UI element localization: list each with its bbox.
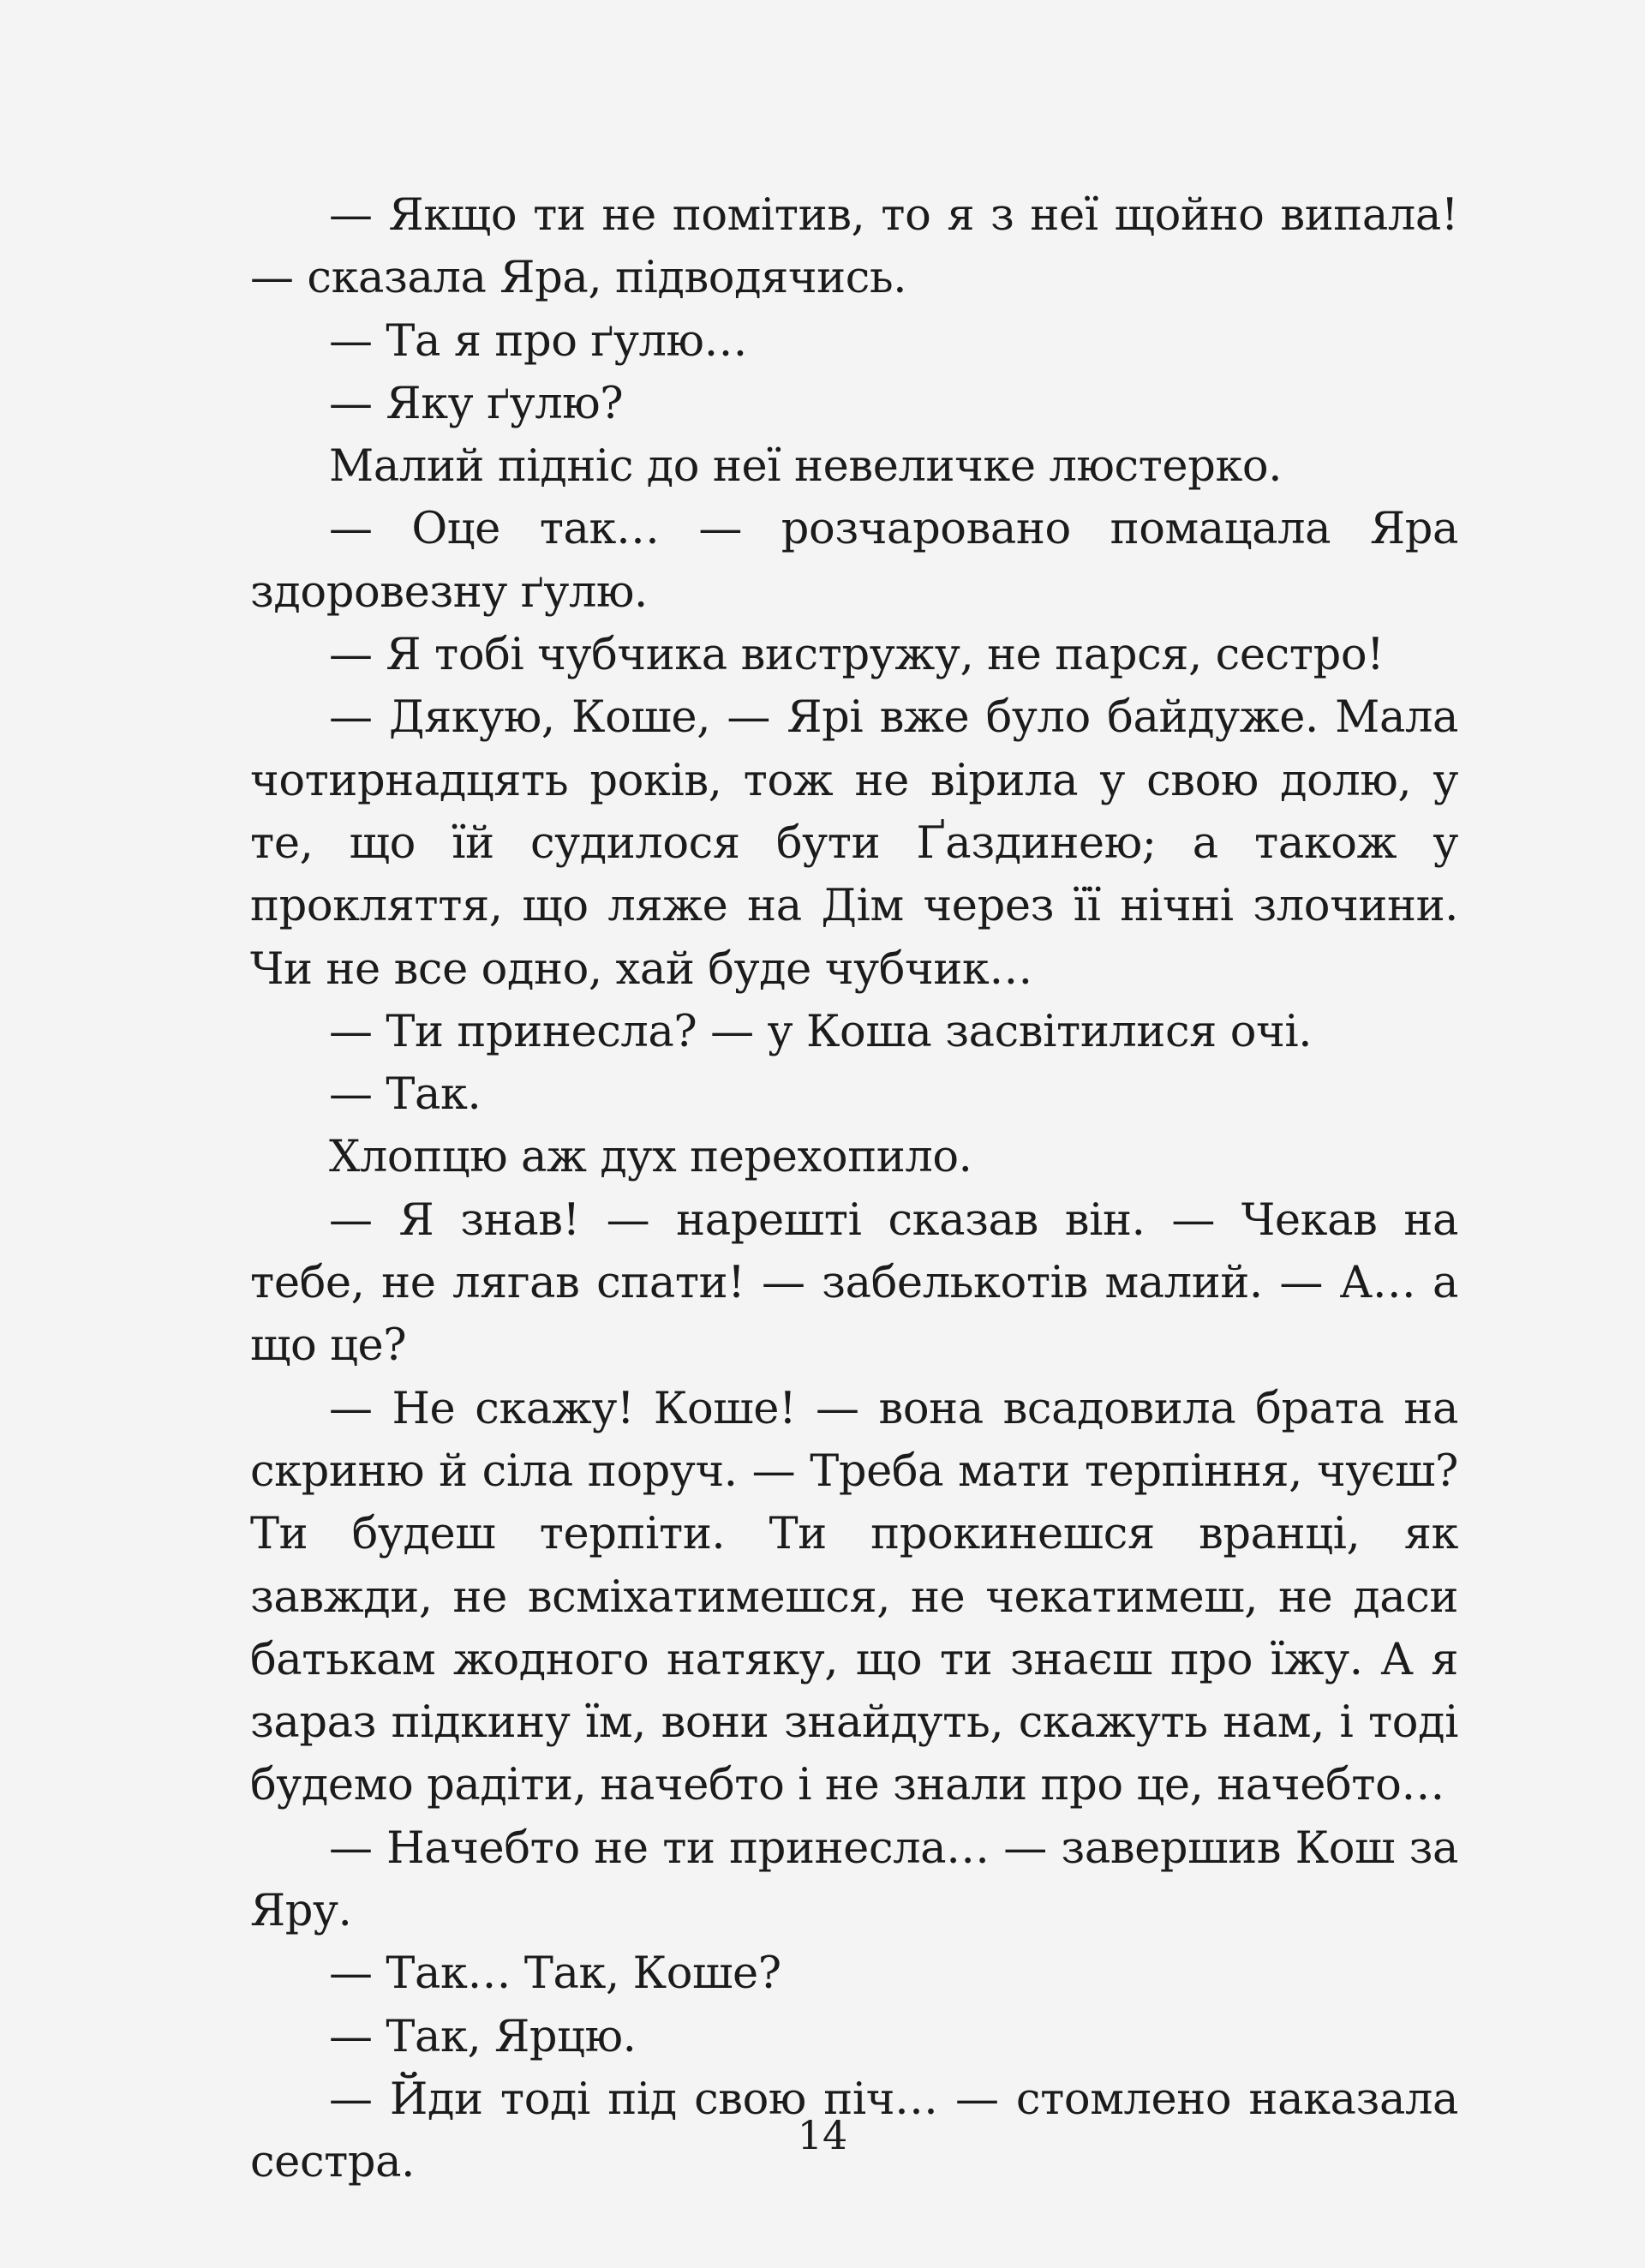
paragraph-4: Малий підніс до неї невеличке люстерко. (329, 441, 1283, 493)
paragraph-2: — Та я про ґулю… (329, 315, 748, 367)
paragraph-13: — Начебто не ти принесла… — завершив Кош за Яру. (250, 1822, 1458, 1937)
page-number: 14 (797, 2112, 848, 2158)
paragraph-16: — Йди тоді під свою піч… — стомлено наказала сестра. (250, 2074, 1458, 2188)
paragraph-7: — Дякую, Коше, — Ярі вже було байдуже. Мала чотирнадцять років, тож не вірила у свою долю, у те, що їй судилося бути Ґаздинею; а також у прокляття, що ляже на Дім через її нічні злочини. Чи не все одно, хай буде чубчик… (250, 692, 1458, 995)
paragraph-15: — Так, Ярцю. (329, 2011, 637, 2062)
paragraph-6: — Я тобі чубчика вистружу, не парся, сестро! (329, 630, 1385, 681)
paragraph-11: — Я знав! — нарешті сказав він. — Чекав на тебе, не лягав спати! — забелькотів малий. — А… а що це? (250, 1194, 1458, 1372)
paragraph-5: — Оце так… — розчаровано помацала Яра здоровезну ґулю. (250, 504, 1458, 618)
paragraph-8: — Ти принесла? — у Коша засвітилися очі. (329, 1006, 1313, 1057)
paragraph-12: — Не скажу! Коше! — вона всадовила брата на скриню й сіла поруч. — Треба мати терпіння, чуєш? Ти будеш терпіти. Ти прокинешся вранці, як завжди, не всміхатимешся, не чекатимеш, не даси батькам жодного натяку, що ти знаєш про їжу. А я зараз підкину їм, вони знайдуть, скажуть нам, і тоді будемо радіти, начебто і не знали про це, начебто… (250, 1383, 1458, 1811)
paragraph-14: — Так… Так, Коше? (329, 1948, 781, 2000)
paragraph-9: — Так. (329, 1069, 482, 1121)
page-text (250, 184, 1458, 2194)
paragraph-1: — Якщо ти не помітив, то я з неї щойно випала! — сказала Яра, підводячись. (250, 190, 1458, 304)
paragraph-3: — Яку ґулю? (329, 378, 624, 429)
paragraph-10: Хлопцю аж дух перехопило. (329, 1132, 972, 1183)
